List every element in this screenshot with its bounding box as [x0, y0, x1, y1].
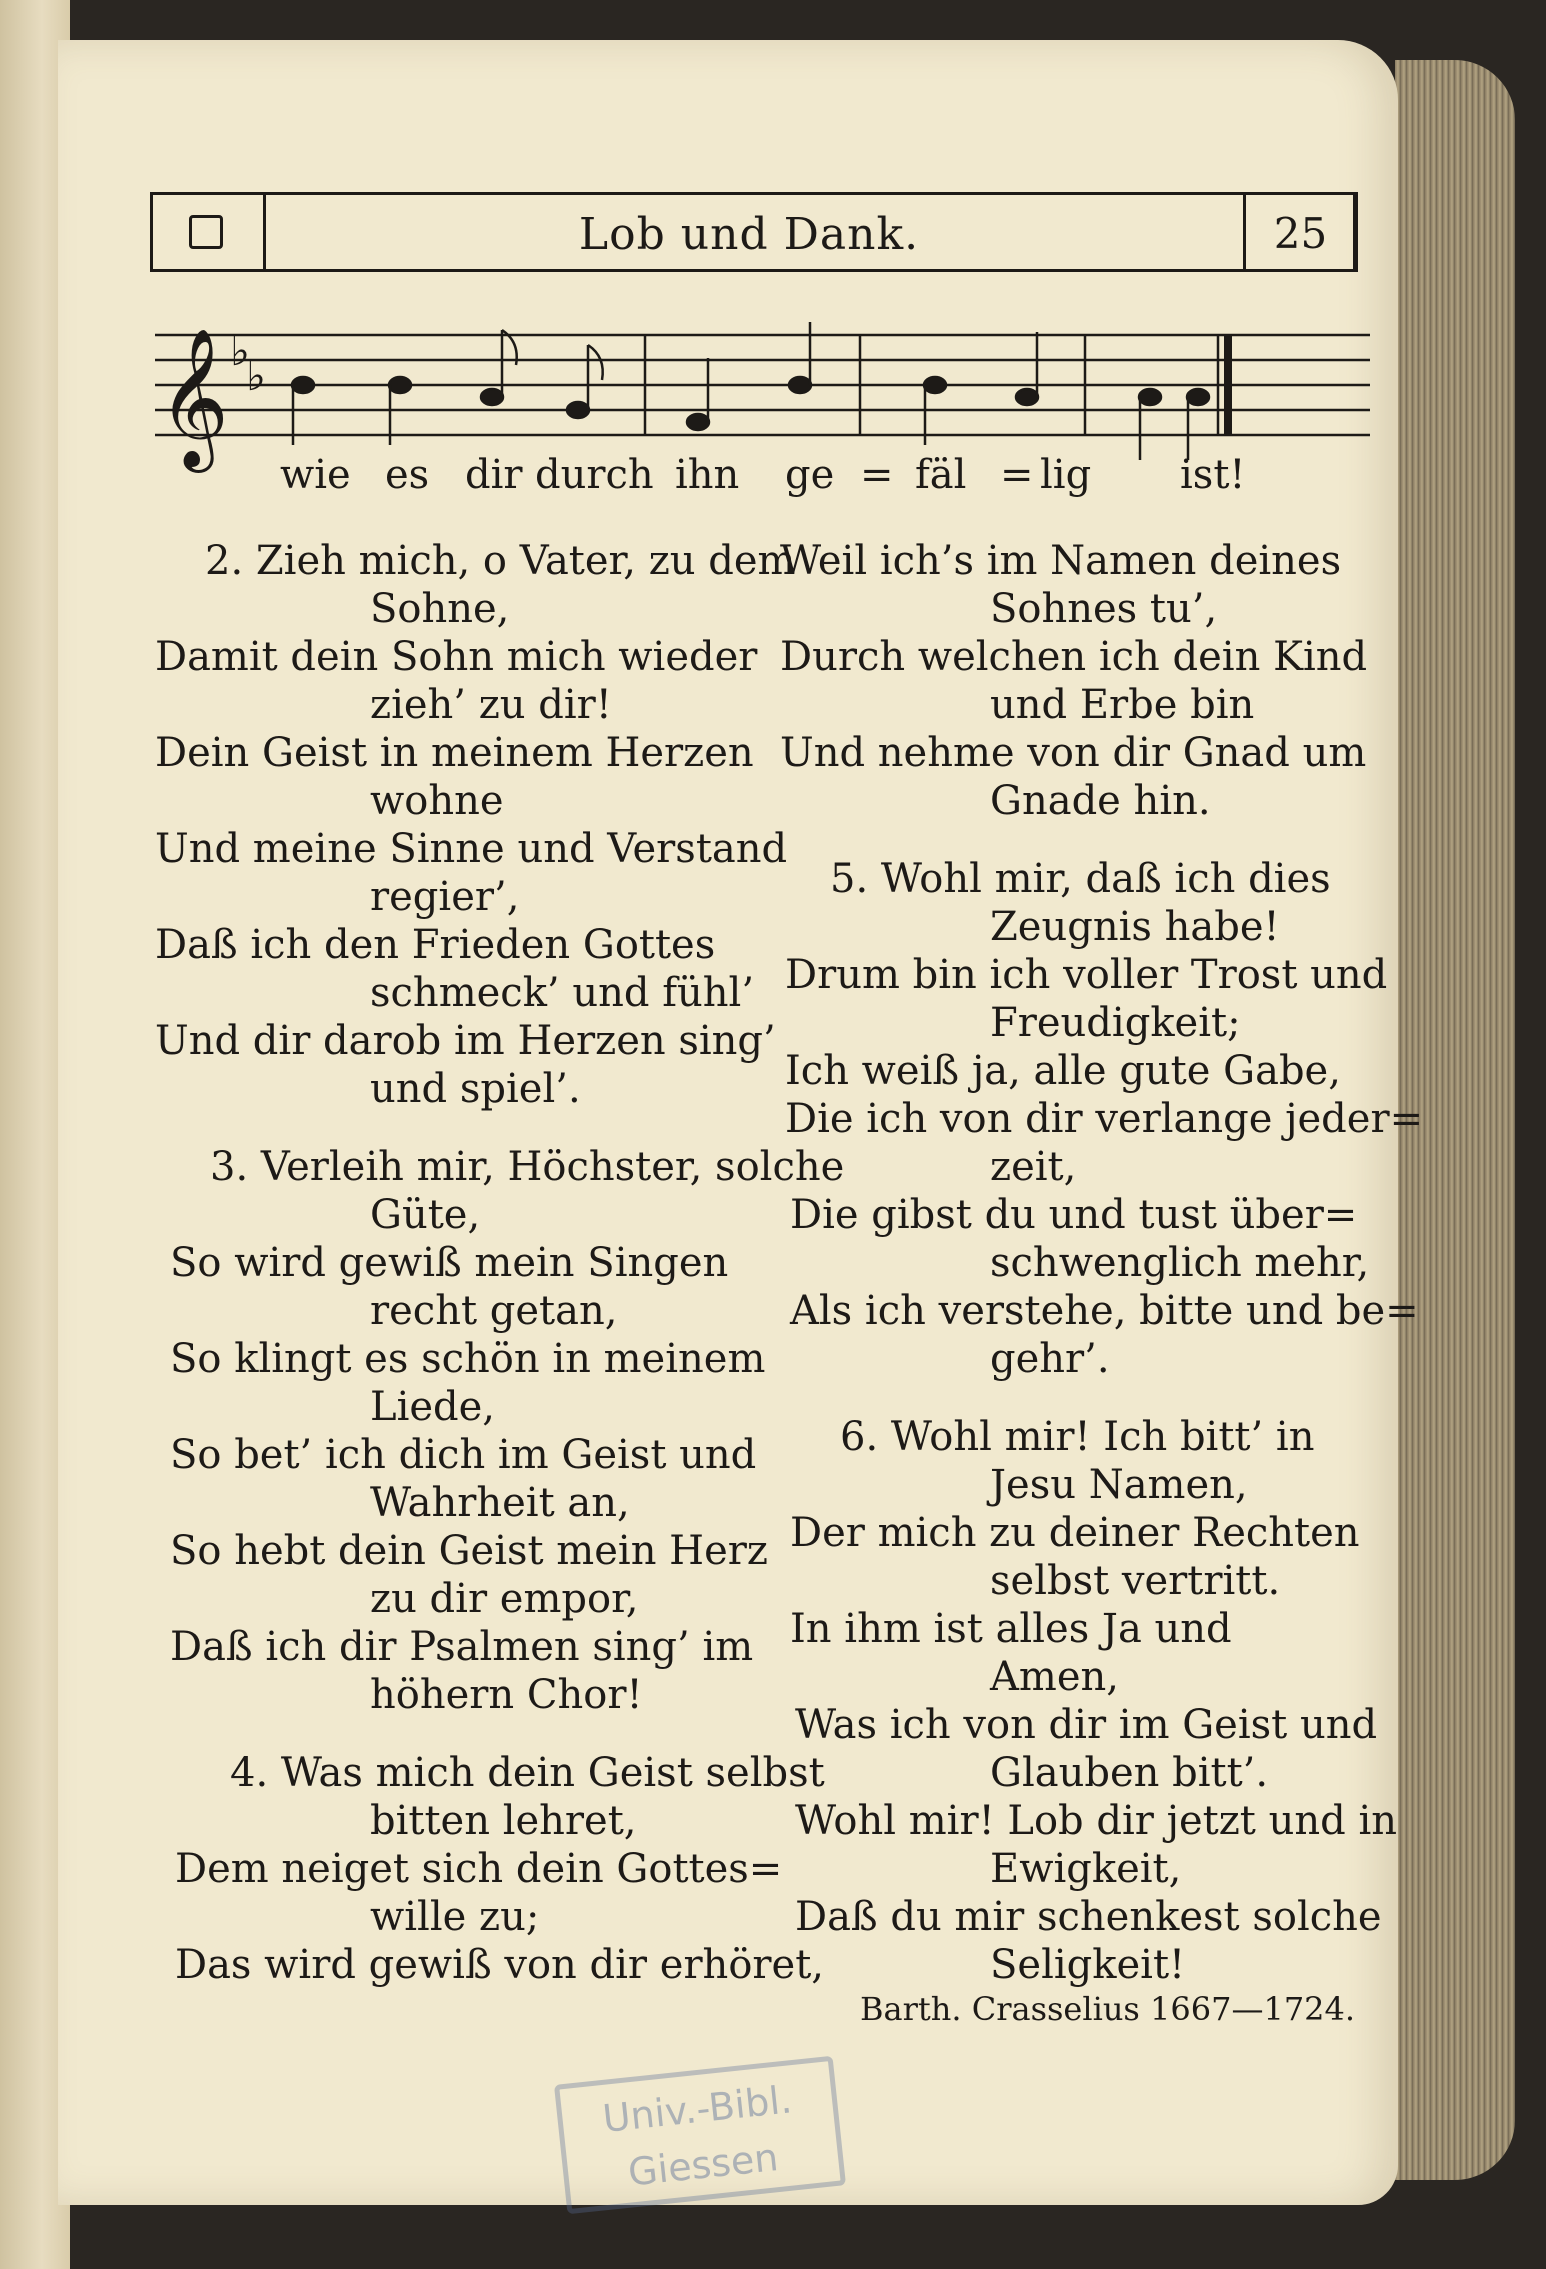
stamp-line: Univ.-Bibl. — [600, 2077, 794, 2141]
note — [481, 389, 503, 405]
flat-icon: ♭ — [246, 351, 266, 400]
syllable: ist! — [1180, 452, 1246, 498]
verse-line: Und nehme von dir Gnad um — [780, 730, 1367, 776]
verse-line: 5. Wohl mir, daß ich dies — [830, 856, 1331, 902]
verse-line: gehr’. — [990, 1336, 1110, 1382]
verse-line: Seligkeit! — [990, 1942, 1186, 1988]
divider — [263, 192, 266, 272]
verse-line: Der mich zu deiner Rechten — [790, 1510, 1360, 1556]
verse-line: wille zu; — [370, 1894, 540, 1940]
verse-line: In ihm ist alles Ja und — [790, 1606, 1232, 1652]
note — [1187, 389, 1209, 405]
note — [924, 377, 946, 393]
note — [567, 402, 589, 418]
verse-line: zeit, — [990, 1144, 1077, 1190]
verse-line: Gnade hin. — [990, 778, 1211, 824]
note — [1016, 389, 1038, 405]
verse-line: wohne — [370, 778, 504, 824]
verse-line: Wohl mir! Lob dir jetzt und in — [795, 1798, 1397, 1844]
note — [292, 377, 314, 393]
syllable: fäl — [915, 452, 967, 498]
verse-line: Sohne, — [370, 586, 510, 632]
verse-line: und Erbe bin — [990, 682, 1255, 728]
verse-line: Glauben bitt’. — [990, 1750, 1269, 1796]
verse-line: So hebt dein Geist mein Herz — [170, 1528, 768, 1574]
note — [687, 414, 709, 430]
verse-line: Amen, — [990, 1654, 1119, 1700]
verse-line: Ewigkeit, — [990, 1846, 1182, 1892]
verse-line: 2. Zieh mich, o Vater, zu dem — [205, 538, 796, 584]
syllable: dir — [465, 452, 523, 498]
note — [389, 377, 411, 393]
verse-line: Und dir darob im Herzen sing’ — [155, 1018, 776, 1064]
divider — [1353, 192, 1356, 272]
verse-line: So klingt es schön in meinem — [170, 1336, 766, 1382]
verse-line: Wahrheit an, — [370, 1480, 630, 1526]
verse-line: bitten lehret, — [370, 1798, 637, 1844]
verse-line: regier’, — [370, 874, 520, 920]
syllable: = — [1000, 452, 1034, 498]
verse-line: recht getan, — [370, 1288, 618, 1334]
verse-line: Was ich von dir im Geist und — [795, 1702, 1378, 1748]
verse-line: 3. Verleih mir, Höchster, solche — [210, 1144, 845, 1190]
verse-line: Zeugnis habe! — [990, 904, 1280, 950]
verse-line: Und meine Sinne und Verstand — [155, 826, 788, 872]
syllable: ihn — [675, 452, 740, 498]
treble-clef-icon: 𝄞 — [158, 328, 229, 467]
right-column — [780, 538, 1424, 1988]
note — [789, 377, 811, 393]
verse-line: Durch welchen ich dein Kind — [780, 634, 1368, 680]
verse-line: Damit dein Sohn mich wieder — [155, 634, 758, 680]
syllable: = — [860, 452, 894, 498]
verse-line: Güte, — [370, 1192, 481, 1238]
verse-line: Die ich von dir verlange jeder= — [785, 1096, 1424, 1142]
verse-line: schwenglich mehr, — [990, 1240, 1370, 1286]
left-column — [150, 538, 845, 1988]
verse-line: selbst vertritt. — [990, 1558, 1281, 1604]
verse-line: zieh’ zu dir! — [370, 682, 612, 728]
note — [1139, 389, 1161, 405]
verse-line: Daß ich dir Psalmen sing’ im — [170, 1624, 754, 1670]
syllable: durch — [535, 452, 654, 498]
divider — [1243, 192, 1246, 272]
verse-line: Ich weiß ja, alle gute Gabe, — [785, 1048, 1341, 1094]
verse-line: 6. Wohl mir! Ich bitt’ in — [840, 1414, 1315, 1460]
author-credit: Barth. Crasselius 1667—1724. — [860, 1990, 1356, 2028]
verse-line: Das wird gewiß von dir erhöret, — [175, 1942, 824, 1988]
verse-line: Sohnes tu’, — [990, 586, 1218, 632]
verse-line: und spiel’. — [370, 1066, 581, 1112]
verse-line: Weil ich’s im Namen deines — [780, 538, 1342, 584]
verse-line: Liede, — [370, 1384, 496, 1430]
verse-line: Daß ich den Frieden Gottes — [155, 922, 716, 968]
verse-line: höhern Chor! — [370, 1672, 643, 1718]
page-header — [150, 192, 1358, 272]
verse-line: So wird gewiß mein Singen — [170, 1240, 729, 1286]
syllable: es — [385, 452, 430, 498]
verse-line: Als ich verstehe, bitte und be= — [790, 1288, 1419, 1334]
verse-line: Dem neiget sich dein Gottes= — [175, 1846, 783, 1892]
verse-line: So bet’ ich dich im Geist und — [170, 1432, 757, 1478]
stamp-line: Giessen — [626, 2135, 781, 2195]
syllable: wie — [280, 452, 351, 498]
syllable: lig — [1040, 452, 1092, 498]
page-title: Lob und Dank. — [578, 209, 920, 260]
verse-line: Jesu Namen, — [990, 1462, 1248, 1508]
flat-icon: ♭ — [230, 326, 250, 375]
page-number: 25 — [1273, 209, 1328, 258]
syllable: ge — [785, 452, 835, 498]
verse-line: zu dir empor, — [370, 1576, 639, 1622]
square-icon — [189, 215, 223, 249]
verse-line: Freudigkeit; — [990, 1000, 1241, 1046]
verse-line: 4. Was mich dein Geist selbst — [230, 1750, 825, 1796]
melody-lyrics — [150, 452, 1370, 512]
verse-line: Drum bin ich voller Trost und — [785, 952, 1388, 998]
verse-line: Die gibst du und tust über= — [790, 1192, 1358, 1238]
verse-line: Dein Geist in meinem Herzen — [155, 730, 754, 776]
verse-line: Daß du mir schenkest solche — [795, 1894, 1382, 1940]
verse-line: schmeck’ und fühl’ — [370, 970, 755, 1016]
